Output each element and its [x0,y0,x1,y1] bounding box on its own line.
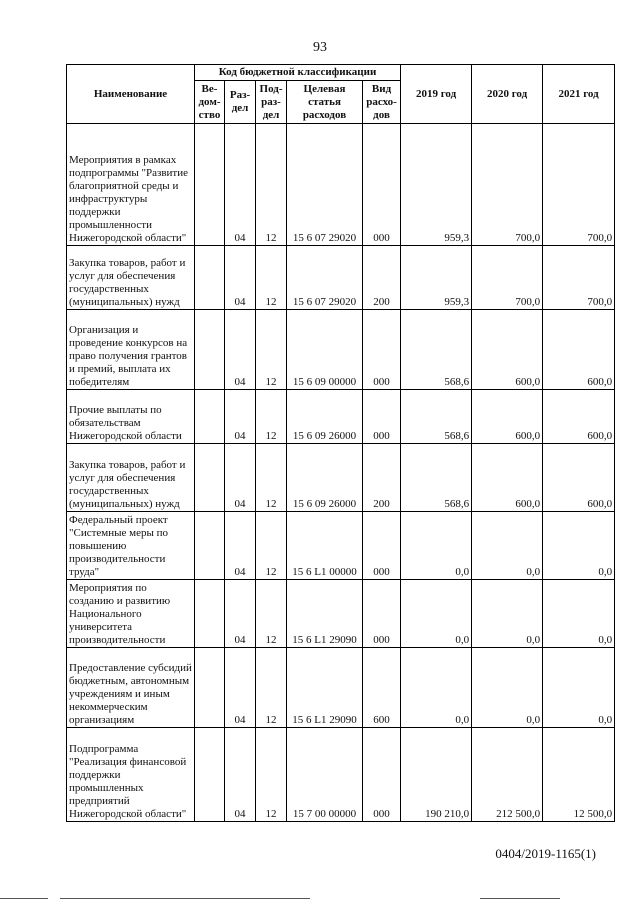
cell-expense-type: 200 [363,444,401,512]
cell-2021: 600,0 [543,444,615,512]
cell-expense-type: 200 [363,246,401,310]
cell-razdel: 04 [225,390,256,444]
cell-2019: 568,6 [401,444,472,512]
cell-2020: 600,0 [472,444,543,512]
cell-vedomstvo [195,728,225,822]
cell-2020: 0,0 [472,512,543,580]
budget-table [66,64,615,822]
cell-podrazdel: 12 [256,512,287,580]
cell-2021: 700,0 [543,124,615,246]
table-row [67,512,615,580]
cell-target-article: 15 6 L1 29090 [287,648,363,728]
footer-rule [0,898,48,899]
header-razdel: Раз- дел [225,81,256,124]
header-2019: 2019 год [401,65,472,124]
cell-expense-type: 000 [363,580,401,648]
cell-vedomstvo [195,246,225,310]
cell-target-article: 15 6 07 29020 [287,124,363,246]
table-row [67,728,615,822]
cell-2020: 700,0 [472,246,543,310]
cell-2020: 600,0 [472,310,543,390]
cell-2019: 959,3 [401,124,472,246]
cell-vedomstvo [195,444,225,512]
header-tselevaya: Целевая статья расходов [287,81,363,124]
footer-rule [480,898,560,899]
footer-rule [60,898,310,899]
cell-podrazdel: 12 [256,648,287,728]
cell-vedomstvo [195,390,225,444]
cell-podrazdel: 12 [256,246,287,310]
cell-2021: 700,0 [543,246,615,310]
header-2020: 2020 год [472,65,543,124]
cell-2021: 0,0 [543,580,615,648]
cell-expense-type: 000 [363,728,401,822]
cell-podrazdel: 12 [256,124,287,246]
header-vid: Вид расхо- дов [363,81,401,124]
cell-target-article: 15 7 00 00000 [287,728,363,822]
row-name: Закупка товаров, работ и услуг для обеспечения государственных (муниципальных) нужд [67,444,195,512]
cell-expense-type: 000 [363,310,401,390]
cell-2021: 12 500,0 [543,728,615,822]
cell-razdel: 04 [225,728,256,822]
cell-vedomstvo [195,648,225,728]
row-name: Закупка товаров, работ и услуг для обеспечения государственных (муниципальных) нужд [67,246,195,310]
cell-expense-type: 600 [363,648,401,728]
cell-razdel: 04 [225,580,256,648]
cell-vedomstvo [195,310,225,390]
row-name: Прочие выплаты по обязательствам Нижегородской области [67,390,195,444]
cell-podrazdel: 12 [256,580,287,648]
header-code-group: Код бюджетной классификации [195,65,401,81]
cell-2020: 0,0 [472,648,543,728]
cell-2019: 0,0 [401,512,472,580]
row-name: Федеральный проект "Системные меры по повышению производительности труда" [67,512,195,580]
cell-target-article: 15 6 07 29020 [287,246,363,310]
table-row [67,246,615,310]
cell-2021: 600,0 [543,390,615,444]
table-row [67,444,615,512]
cell-2020: 212 500,0 [472,728,543,822]
row-name: Организация и проведение конкурсов на право получения грантов и премий, выплата их победителям [67,310,195,390]
cell-target-article: 15 6 L1 29090 [287,580,363,648]
row-name: Мероприятия в рамках подпрограммы "Развитие благоприятной среды и инфраструктуры поддержки промышленности Нижегородской области" [67,124,195,246]
header-2021: 2021 год [543,65,615,124]
cell-razdel: 04 [225,124,256,246]
cell-target-article: 15 6 09 26000 [287,444,363,512]
cell-2020: 0,0 [472,580,543,648]
cell-razdel: 04 [225,310,256,390]
header-podrazdel: Под- раз- дел [256,81,287,124]
table-row [67,310,615,390]
cell-target-article: 15 6 09 26000 [287,390,363,444]
cell-razdel: 04 [225,512,256,580]
cell-podrazdel: 12 [256,390,287,444]
table-row [67,580,615,648]
cell-vedomstvo [195,124,225,246]
cell-razdel: 04 [225,246,256,310]
page-number: 93 [313,40,327,55]
cell-podrazdel: 12 [256,728,287,822]
row-name: Подпрограмма "Реализация финансовой поддержки промышленных предприятий Нижегородской области" [67,728,195,822]
cell-target-article: 15 6 09 00000 [287,310,363,390]
cell-2019: 568,6 [401,310,472,390]
cell-vedomstvo [195,512,225,580]
header-vedomstvo: Ве- дом- ство [195,81,225,124]
cell-2021: 0,0 [543,648,615,728]
cell-2019: 568,6 [401,390,472,444]
cell-podrazdel: 12 [256,310,287,390]
cell-expense-type: 000 [363,390,401,444]
cell-2021: 0,0 [543,512,615,580]
cell-2019: 0,0 [401,648,472,728]
cell-expense-type: 000 [363,124,401,246]
cell-expense-type: 000 [363,512,401,580]
cell-2021: 600,0 [543,310,615,390]
cell-podrazdel: 12 [256,444,287,512]
cell-2019: 0,0 [401,580,472,648]
cell-vedomstvo [195,580,225,648]
cell-2019: 190 210,0 [401,728,472,822]
document-code: 0404/2019-1165(1) [495,846,596,861]
cell-2020: 600,0 [472,390,543,444]
table-row [67,390,615,444]
cell-2020: 700,0 [472,124,543,246]
cell-2019: 959,3 [401,246,472,310]
cell-target-article: 15 6 L1 00000 [287,512,363,580]
cell-razdel: 04 [225,444,256,512]
table-row [67,124,615,246]
header-name: Наименование [67,65,195,124]
row-name: Предоставление субсидий бюджетным, автономным учреждениям и иным некоммерческим организациям [67,648,195,728]
cell-razdel: 04 [225,648,256,728]
row-name: Мероприятия по созданию и развитию Национального университета производительности [67,580,195,648]
table-row [67,648,615,728]
